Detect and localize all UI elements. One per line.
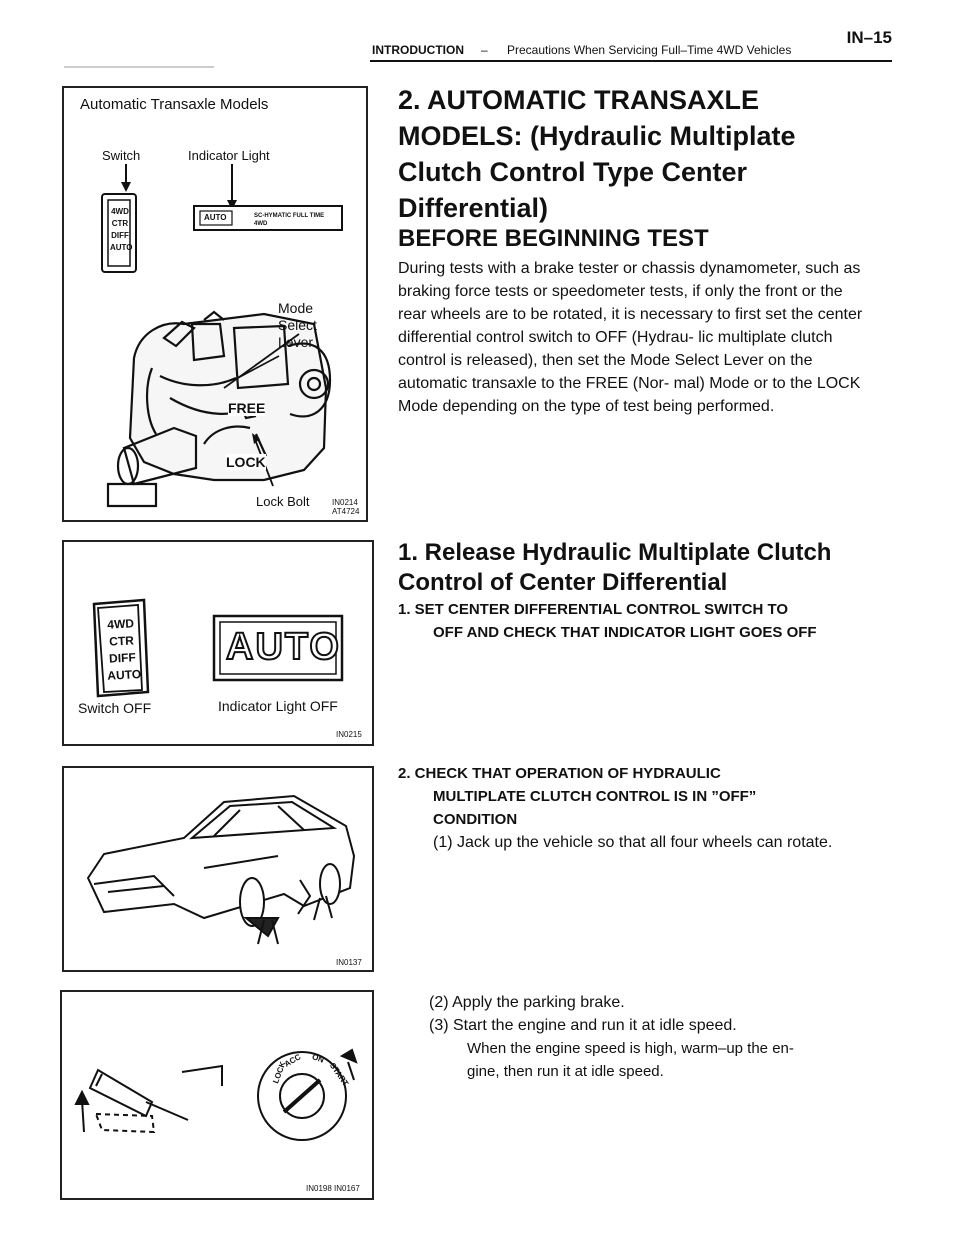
key-label-start: START [327, 1061, 351, 1088]
indicator-light-off-label: Indicator Light OFF [218, 698, 338, 714]
mode-label-line: Select [278, 317, 317, 333]
switch-text-line: 4WD [111, 207, 129, 216]
header-section: INTRODUCTION [372, 43, 464, 57]
step2-note-line2: gine, then run it at idle speed. [467, 1063, 664, 1080]
page-number: IN–15 [846, 28, 892, 47]
switch-text-line: DIFF [111, 231, 129, 240]
section2-title [398, 82, 918, 226]
indicator-light-label: Indicator Light [188, 148, 270, 163]
switch-legend [110, 206, 133, 254]
switch-text-line: AUTO [110, 243, 133, 252]
switch-off-label: Switch OFF [78, 700, 152, 716]
switch-off-line: DIFF [108, 650, 137, 666]
step2-item3: (3) Start the engine and run it at idle speed. [429, 1017, 737, 1034]
step2-line1: 2. CHECK THAT OPERATION OF HYDRAULIC [398, 765, 721, 782]
figure-transaxle-models [62, 86, 368, 522]
section1-title-line: 1. Release Hydraulic Multiplate Clutch [398, 539, 832, 566]
figure-jacked-car [62, 766, 374, 972]
figure4-code: IN0198 IN0167 [306, 1184, 360, 1193]
switch-off-line: 4WD [106, 616, 135, 632]
mode-select-lever-label [278, 300, 317, 351]
step2-item2: (2) Apply the parking brake. [429, 994, 625, 1011]
key-label-lock: LOCK [271, 1060, 288, 1085]
switch-off-legend [104, 615, 140, 685]
figure2-code: IN0215 [336, 730, 362, 739]
section2-title-line: Clutch Control Type Center [398, 157, 748, 187]
lock-bolt-label: Lock Bolt [256, 494, 310, 509]
step2-line2: MULTIPLATE CLUTCH CONTROL IS IN ”OFF” [433, 788, 757, 805]
figure1-code: IN0214 AT4724 [332, 498, 360, 516]
section2-title-line: 2. AUTOMATIC TRANSAXLE [398, 85, 760, 115]
figure3-code: IN0137 [336, 958, 362, 967]
step1-line2: OFF AND CHECK THAT INDICATOR LIGHT GOES OFF [433, 624, 817, 641]
section1-title-line: Control of Center Differential [398, 569, 728, 596]
section1-title [398, 538, 898, 598]
switch-off-line: CTR [108, 633, 135, 649]
key-label-acc: ACC [282, 1052, 303, 1069]
step2-line3: CONDITION [433, 811, 518, 828]
mode-label-line: Lever [278, 334, 314, 350]
header-subtitle: Precautions When Servicing Full–Time 4WD Vehicles [507, 43, 792, 57]
section2-title-line: Differential) [398, 193, 549, 223]
section2-title-line: MODELS: (Hydraulic Multiplate [398, 121, 796, 151]
switch-label: Switch [102, 148, 141, 163]
figure-switch-off [62, 540, 374, 746]
key-label-on: ON [310, 1052, 326, 1065]
free-label: FREE [228, 400, 266, 416]
mode-label-line: Mode [278, 300, 314, 316]
jacked-car-illustration [64, 768, 372, 970]
faint-rule [64, 66, 214, 68]
figure-brake-and-ignition [60, 990, 374, 1200]
lock-label: LOCK [226, 454, 266, 470]
figure1-title: Automatic Transaxle Models [80, 96, 269, 113]
step1 [398, 598, 898, 644]
before-test-heading: BEFORE BEGINNING TEST [398, 225, 709, 252]
step1-line1: 1. SET CENTER DIFFERENTIAL CONTROL SWITCH TO [398, 601, 789, 618]
step2 [398, 762, 898, 831]
step2-note-line1: When the engine speed is high, warm–up the en- [467, 1040, 794, 1057]
indicator-box-text: AUTO [204, 213, 227, 222]
brake-ignition-illustration [62, 992, 372, 1198]
header-separator: – [481, 43, 488, 57]
switch-text-line: CTR [111, 219, 129, 228]
before-test-paragraph: During tests with a brake tester or chassis dynamometer, such as braking force tests or speedometer tests, if only the front or the rear wheels are to be rotated, it is necessary to first set the center differential control switch to OFF (Hydrau- lic multiplate clutch control is released), then set the Mode Select Lever on the automatic transaxle to the FREE (Nor- mal) Mode or to the LOCK Mode depending on the type of test being performed. [398, 260, 863, 415]
indicator-light-text: SC-HYMATIC FULL TIME 4WD [254, 213, 325, 227]
auto-indicator-text: AUTO [226, 626, 341, 668]
step2-item1: (1) Jack up the vehicle so that all four wheels can rotate. [433, 834, 833, 851]
page-header [370, 26, 892, 62]
switch-off-line: AUTO [106, 667, 142, 683]
